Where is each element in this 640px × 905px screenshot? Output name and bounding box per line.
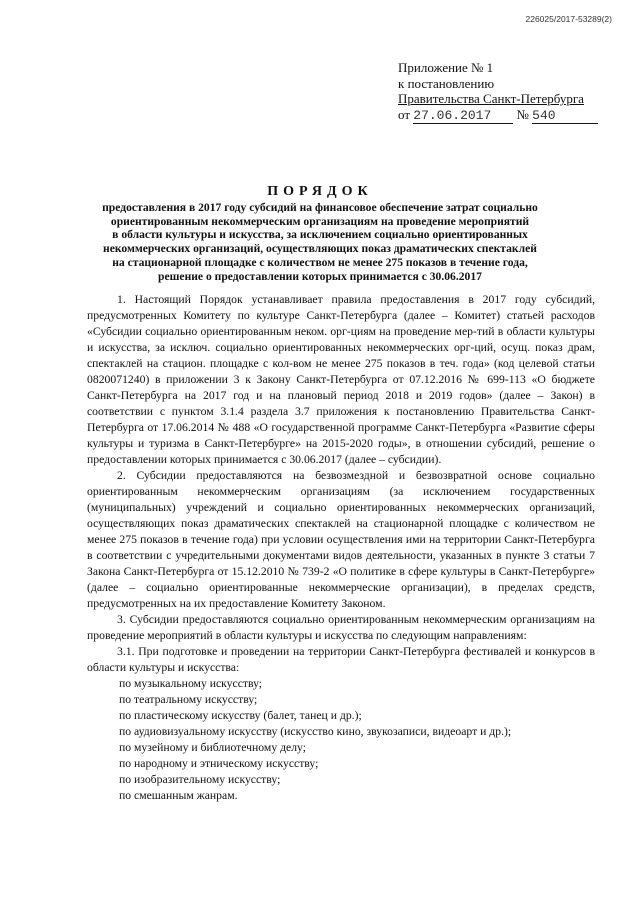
date-prefix: от xyxy=(398,106,411,122)
number-value: 540 xyxy=(532,107,556,123)
paragraph-3: 3. Субсидии предоставляются социально ориентированным некоммерческим организациям на проведение мероприятий в области культуры и искусства по следующим направлениям: xyxy=(87,613,595,642)
list-item: по аудиовизуальному искусству (искусство кино, звукозаписи, видеоарт и др.); xyxy=(119,725,512,738)
document-heading: ПОРЯДОК xyxy=(267,184,373,199)
list-item: по музыкальному искусству; xyxy=(119,677,263,690)
paragraph-2: 2. Субсидии предоставляются на безвозмездной и безвозвратной основе социально ориентированным некоммерческим организациям (за исключением государственных (муниципальных) учреждений и социально ориентированных некоммерческих организаций, осуществляющих показ драматических спектаклей на стационарной площадке с количеством не менее 275 показов в течение года) при условии осуществления ими на территории Санкт-Петербурга в соответствии с учредительными документами видов деятельности, указанных в пункте 3 статьи 7 Закона Санкт-Петербурга от 15.12.2010 № 739-2 «О политике в сфере культуры в Санкт-Петербурге» (далее – социально ориентированные некоммерческие организации), в пределах средств, предусмотренных на их предоставление Комитету Законом. xyxy=(87,469,595,610)
appendix-block xyxy=(398,60,613,124)
date-blank xyxy=(413,107,513,125)
subtitle-line: на стационарной площадке с количеством не менее 275 показов в течение года, xyxy=(112,255,528,269)
number-blank xyxy=(532,107,598,125)
appendix-date-line xyxy=(398,107,613,125)
subtitle-line: некоммерческих организаций, осуществляющих показ драматических спектаклей xyxy=(103,242,537,256)
number-prefix: № xyxy=(516,106,529,122)
list-item: по народному и этническому искусству; xyxy=(119,757,319,770)
appendix-line-2: к постановлению xyxy=(398,75,495,91)
list-item: по пластическому искусству (балет, танец и др.); xyxy=(119,709,362,722)
appendix-line-3: Правительства Санкт-Петербурга xyxy=(398,91,584,106)
list-item: по театральному искусству; xyxy=(119,693,258,706)
subtitle-line: ориентированным некоммерческим организациям на проведение мероприятий xyxy=(110,214,530,228)
paragraph-1: 1. Настоящий Порядок устанавливает правила предоставления в 2017 году субсидий, предусмотренных Комитету по культуре Санкт-Петербурга (далее – Комитет) статьей расходов «Субсидии социально ориентированным неком. орг-циям на проведение мер-тий в области культуры и искусства, за исключ. социально ориентированных некоммерческих орг-ций, осущ. показ драм, спектаклей на стацион. площадке с кол-вом не менее 275 показов в теч. года» (код целевой статьи 0820071240) в приложении 3 к Закону Санкт-Петербурга от 07.12.2016 № 699-113 «О бюджете Санкт-Петербурга на 2017 год и на плановый период 2018 и 2019 годов» (далее – Закон) в соответствии с пунктом 3.1.4 раздела 3.7 приложения к постановлению Правительства Санкт-Петербурга от 17.06.2014 № 488 «О государственной программе Санкт-Петербурга «Развитие сферы культуры и туризма в Санкт-Петербурге» на 2015-2020 годы», в отношении субсидий, решение о предоставлении которых принимается с 30.06.2017 (далее – субсидии). xyxy=(87,293,595,466)
appendix-line-1: Приложение № 1 xyxy=(398,60,494,75)
subtitle-line: решение о предоставлении которых принимается с 30.06.2017 xyxy=(158,269,482,283)
document-subtitle xyxy=(100,201,540,283)
list-item: по музейному и библиотечному делу; xyxy=(119,741,306,754)
list-item: по смешанным жанрам. xyxy=(119,789,238,802)
list-item: по изобразительному искусству; xyxy=(119,773,281,786)
subtitle-line: предоставления в 2017 году субсидий на финансовое обеспечение затрат социально xyxy=(102,201,538,214)
subtitle-line: в области культуры и искусства, за исключением социально ориентированных xyxy=(112,228,528,242)
document-id: 226025/2017-53289(2) xyxy=(525,14,612,24)
date-value: 27.06.2017 xyxy=(413,107,492,123)
genre-list xyxy=(87,676,595,804)
paragraph-3-1: 3.1. При подготовке и проведении на территории Санкт-Петербурга фестивалей и конкурсов в области культуры и искусства: xyxy=(87,645,595,674)
document-body xyxy=(87,292,595,804)
